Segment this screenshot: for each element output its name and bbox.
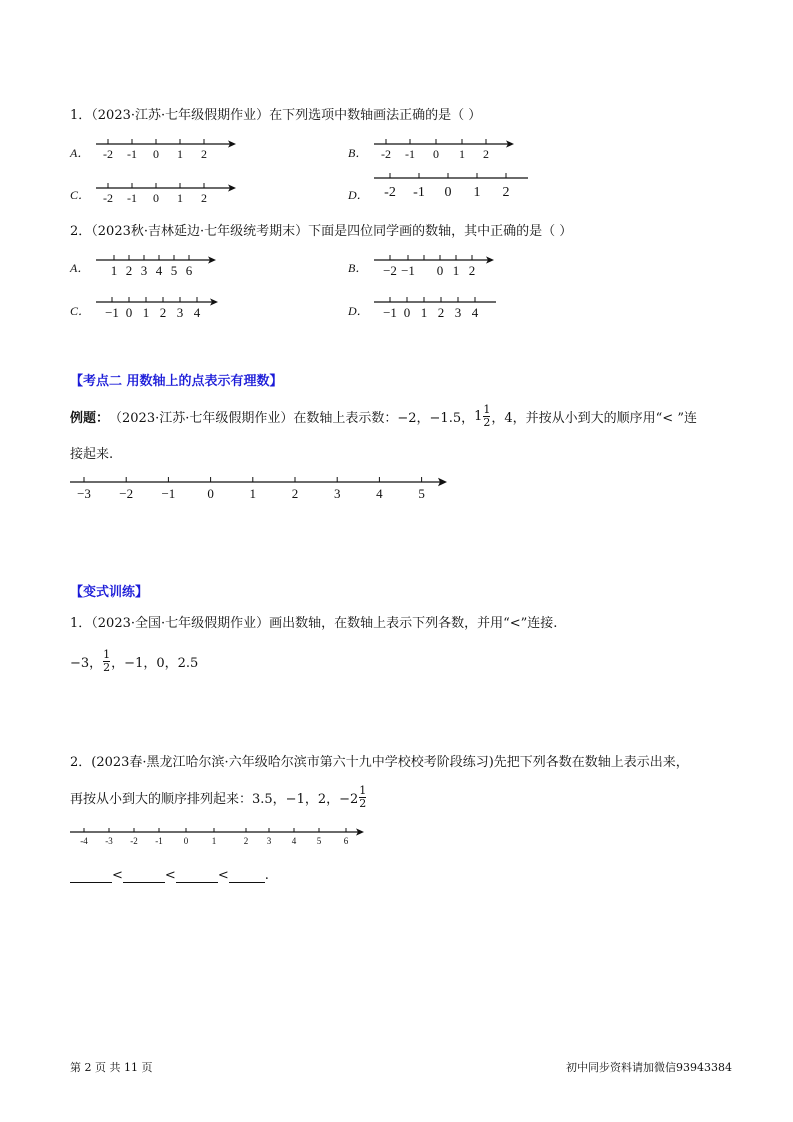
tick-label: 2 [201,191,207,205]
variants-heading: 【变式训练】 [70,585,149,600]
tick-label: -2 [103,191,113,205]
variant-1-numbers [70,646,198,676]
tick-label: 3 [333,486,341,501]
tick-label: -1 [127,191,137,205]
tick-label: -1 [413,185,425,200]
q2-option-b-label: B． [348,261,368,275]
tick-label: -2 [381,147,391,161]
tick-label: 2 [125,263,133,278]
tick-label: 4 [193,305,201,320]
tick-label: 5 [316,836,322,846]
tick-label: 2 [483,147,489,161]
example-text-2: ，4，并按从小到大的顺序用“< ”连 [491,410,697,426]
tick-label: -2 [130,836,138,846]
tick-label: −3 [77,486,91,501]
tick-label: −1 [105,305,119,320]
tick-label: 0 [207,486,214,501]
tick-label: 1 [473,185,481,200]
tick-label: 2 [159,305,167,320]
tick-label: −1 [383,305,397,320]
tick-label: 4 [291,836,297,846]
tick-label: 1 [211,836,217,846]
tick-label: -1 [127,147,137,161]
tick-label: 3 [140,263,148,278]
v1-post: ，−1，0，2.5 [111,655,199,671]
tick-label: −1 [401,263,415,278]
tick-label: 2 [468,263,476,278]
fraction-numerator: 1 [103,647,111,661]
tick-label: 0 [436,263,444,278]
tick-label: 5 [418,486,425,501]
variant-2-stem: 2．(2023春·黑龙江哈尔滨·六年级哈尔滨市第六十九中学校校考阶段练习)先把下列各数在数轴上表示出来， [70,755,689,770]
tick-label: -3 [105,836,113,846]
q2-option-a-axis [92,250,222,282]
fraction-denominator: 2 [359,796,367,810]
tick-label: 1 [110,263,118,278]
tick-label: 2 [437,305,445,320]
tick-label: 2 [502,185,510,200]
q1-stem: 1．（2023·江苏·七年级假期作业）在下列选项中数轴画法正确的是（ ） [70,108,482,123]
tick-label: 1 [142,305,150,320]
less-than-2: < [164,868,176,883]
q1-option-c-axis [92,176,247,210]
tick-label: 0 [153,191,159,205]
tick-label: 0 [403,305,411,320]
answer-blank-4[interactable] [229,870,265,883]
tick-label: -4 [80,836,88,846]
tick-label: 0 [153,147,159,161]
q1-option-a-label: A． [70,146,90,160]
q2-option-b-axis [370,250,500,282]
tick-label: 2 [243,836,249,846]
footer-note: 初中同步资料请加微信93943384 [566,1061,732,1074]
mixed-number-whole: 1 [474,408,483,424]
fraction-denominator: 2 [103,660,111,674]
fraction-denominator: 2 [483,415,491,429]
variant-1-stem: 1．（2023·全国·七年级假期作业）画出数轴，在数轴上表示下列各数，并用“<”连接. [70,616,558,631]
tick-label: 1 [459,147,465,161]
q2-option-c-label: C． [70,304,91,318]
tick-label: 2 [291,486,299,501]
q2-option-c-axis [92,292,222,324]
tick-label: -2 [103,147,113,161]
tick-label: 0 [183,836,189,846]
variant-2-numbers [70,779,367,815]
tick-label: 0 [433,147,439,161]
tick-label: −2 [119,486,134,501]
tick-label: 4 [155,263,163,278]
v1-fraction [103,649,110,673]
answer-blank-2[interactable] [123,870,165,883]
less-than-3: < [217,868,229,883]
tick-label: −1 [161,486,176,501]
tick-label: -2 [384,185,396,200]
answer-blank-3[interactable] [176,870,218,883]
q2-option-a-label: A． [70,261,90,275]
q1-option-d-axis [370,170,535,210]
q2-stem: 2．（2023秋·吉林延边·七年级统考期末）下面是四位同学画的数轴，其中正确的是（ ） [70,224,573,239]
v1-pre: −3， [70,655,103,671]
answer-period: . [264,868,269,883]
v2-numbers-text: 再按从小到大的顺序排列起来：3.5，−1，2，−2 [70,791,359,807]
section-heading: 【考点二 用数轴上的点表示有理数】 [70,374,283,389]
example-label: 例题： [70,410,110,426]
answer-blanks [70,868,269,883]
less-than-1: < [112,868,123,883]
fraction-numerator: 1 [359,783,367,797]
tick-label: 0 [444,185,452,200]
page-number: 第 2 页 共 11 页 [70,1061,153,1074]
tick-label: 0 [125,305,133,320]
tick-label: 3 [266,836,272,846]
example-text-3: 接起来. [70,447,114,462]
tick-label: 2 [201,147,207,161]
q1-option-b-axis [370,134,520,168]
tick-label: −2 [383,263,397,278]
answer-blank-1[interactable] [70,870,112,883]
tick-label: 4 [471,305,479,320]
tick-label: 1 [420,305,428,320]
tick-label: 1 [177,191,183,205]
tick-label: 1 [177,147,183,161]
q1-option-a-axis [92,134,242,168]
mixed-number-fraction [483,404,490,428]
tick-label: 1 [249,486,257,501]
tick-label: 5 [170,263,178,278]
fraction-numerator: 1 [483,402,491,416]
example-text: （2023·江苏·七年级假期作业）在数轴上表示数：−2，−1.5， [109,410,475,426]
q1-option-c-label: C． [70,188,91,202]
tick-label: 3 [454,305,462,320]
tick-label: 6 [185,263,193,278]
variant-2-number-line [68,822,373,852]
tick-label: -1 [405,147,415,161]
v2-fraction [359,785,366,809]
q2-option-d-label: D． [348,304,369,318]
tick-label: 6 [343,836,349,846]
tick-label: 3 [176,305,184,320]
example-number-line [66,474,456,506]
q1-option-b-label: B． [348,146,368,160]
example-line [70,398,697,434]
q1-option-d-label: D． [348,188,369,202]
tick-label: 4 [376,486,383,501]
tick-label: 1 [452,263,460,278]
q2-option-d-axis [370,292,500,324]
tick-label: -1 [155,836,163,846]
